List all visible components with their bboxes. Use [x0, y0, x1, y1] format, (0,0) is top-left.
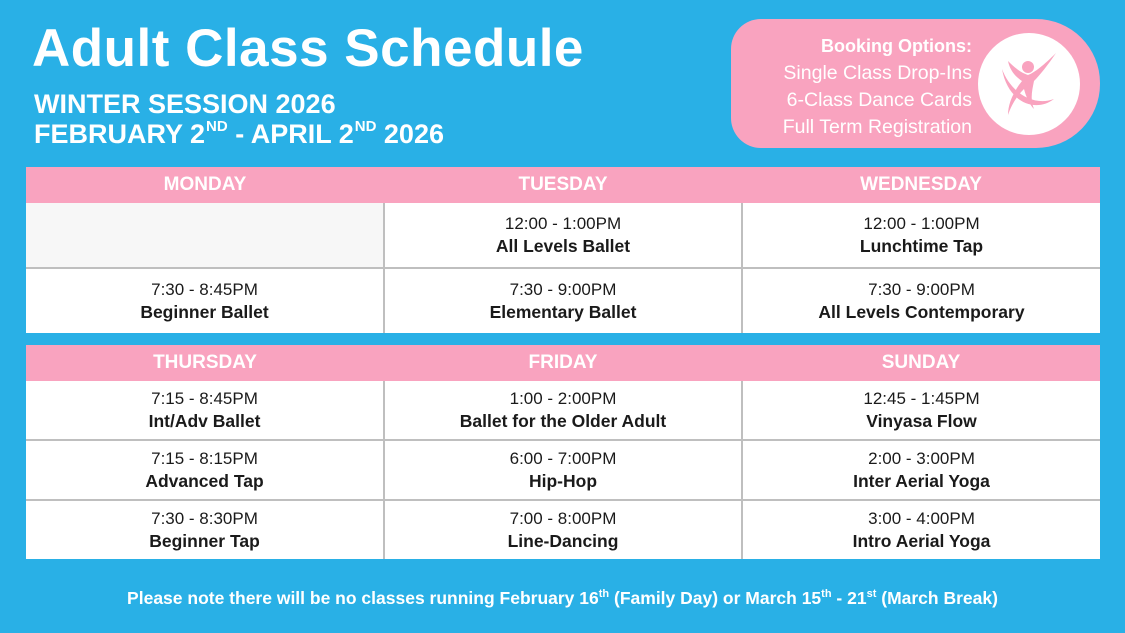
class-time: 3:00 - 4:00PM: [868, 509, 975, 528]
day-header: THURSDAY: [26, 345, 384, 381]
dates-sup: ND: [206, 118, 228, 135]
class-name: Vinyasa Flow: [866, 411, 977, 431]
class-cell: [384, 440, 742, 500]
session-label: WINTER SESSION 2026: [34, 89, 336, 119]
day-header: SUNDAY: [742, 345, 1100, 381]
class-time: 7:30 - 8:45PM: [151, 280, 258, 299]
table-row: [26, 440, 1100, 500]
class-name: Elementary Ballet: [489, 302, 637, 322]
class-name: Lunchtime Tap: [859, 236, 984, 256]
class-time: 12:00 - 1:00PM: [504, 214, 622, 233]
closure-note: [0, 588, 1125, 609]
dates-part: 2026: [376, 119, 444, 149]
class-name: Line-Dancing: [507, 531, 619, 551]
class-cell: [742, 203, 1100, 268]
class-name: All Levels Contemporary: [818, 302, 1025, 322]
class-time: 12:00 - 1:00PM: [863, 214, 980, 233]
dancer-logo-icon: [978, 33, 1080, 135]
class-time: 7:30 - 8:30PM: [151, 509, 258, 528]
class-name: Ballet for the Older Adult: [459, 411, 667, 431]
note-part: (Family Day) or March 15: [609, 588, 822, 608]
note-sup: th: [598, 588, 610, 601]
note-part: (March Break): [876, 588, 998, 608]
class-time: 7:15 - 8:15PM: [151, 449, 258, 468]
class-time: 2:00 - 3:00PM: [868, 449, 975, 468]
class-name: Int/Adv Ballet: [148, 411, 261, 431]
page-title: Adult Class Schedule: [32, 19, 584, 78]
day-header: FRIDAY: [384, 345, 742, 381]
class-cell: [384, 203, 742, 268]
table-row: [26, 381, 1100, 440]
class-time: 1:00 - 2:00PM: [509, 389, 617, 408]
note-part: Please note there will be no classes running February 16: [127, 588, 599, 608]
schedule-table-thu-sun: [26, 345, 1100, 559]
booking-heading: Booking Options:: [821, 36, 972, 56]
day-header: TUESDAY: [384, 167, 742, 203]
class-cell: [384, 500, 742, 559]
class-cell: [384, 268, 742, 333]
table-header-row: [26, 167, 1100, 203]
class-name: Beginner Ballet: [140, 302, 269, 322]
booking-option: Full Term Registration: [782, 116, 972, 138]
note-sup: st: [866, 588, 877, 601]
class-name: Advanced Tap: [145, 471, 264, 491]
class-time: 7:15 - 8:45PM: [151, 389, 258, 408]
class-time: 7:00 - 8:00PM: [509, 509, 617, 528]
class-cell: [742, 268, 1100, 333]
dates-part: - APRIL 2: [227, 119, 354, 149]
class-time: 12:45 - 1:45PM: [863, 389, 980, 408]
note-part: - 21: [831, 588, 867, 608]
class-cell: [26, 381, 384, 440]
class-name: Inter Aerial Yoga: [853, 471, 990, 491]
class-cell: [742, 440, 1100, 500]
dates-part: FEBRUARY 2: [34, 119, 206, 149]
class-cell: [26, 500, 384, 559]
class-cell-empty: [26, 203, 384, 268]
dates-sup: ND: [354, 118, 377, 135]
class-name: All Levels Ballet: [495, 236, 631, 256]
table-row: [26, 203, 1100, 268]
day-header: MONDAY: [26, 167, 384, 203]
note-sup: th: [821, 588, 832, 601]
schedule-table-mon-wed: [26, 167, 1100, 333]
class-cell: [742, 381, 1100, 440]
class-cell: [26, 440, 384, 500]
class-cell: [742, 500, 1100, 559]
booking-option: 6-Class Dance Cards: [786, 89, 972, 111]
table-row: [26, 500, 1100, 559]
table-header-row: [26, 345, 1100, 381]
class-cell: [384, 381, 742, 440]
booking-options-text: [783, 33, 972, 141]
class-name: Intro Aerial Yoga: [852, 531, 991, 551]
class-time: 7:30 - 9:00PM: [868, 280, 975, 299]
booking-options-panel: [731, 19, 1100, 148]
class-cell: [26, 268, 384, 333]
class-name: Beginner Tap: [149, 531, 260, 551]
table-row: [26, 268, 1100, 333]
session-dates: [34, 118, 444, 149]
class-time: 6:00 - 7:00PM: [509, 449, 617, 468]
class-time: 7:30 - 9:00PM: [509, 280, 617, 299]
booking-option: Single Class Drop-Ins: [783, 62, 972, 84]
day-header: WEDNESDAY: [742, 167, 1100, 203]
class-name: Hip-Hop: [528, 471, 598, 491]
